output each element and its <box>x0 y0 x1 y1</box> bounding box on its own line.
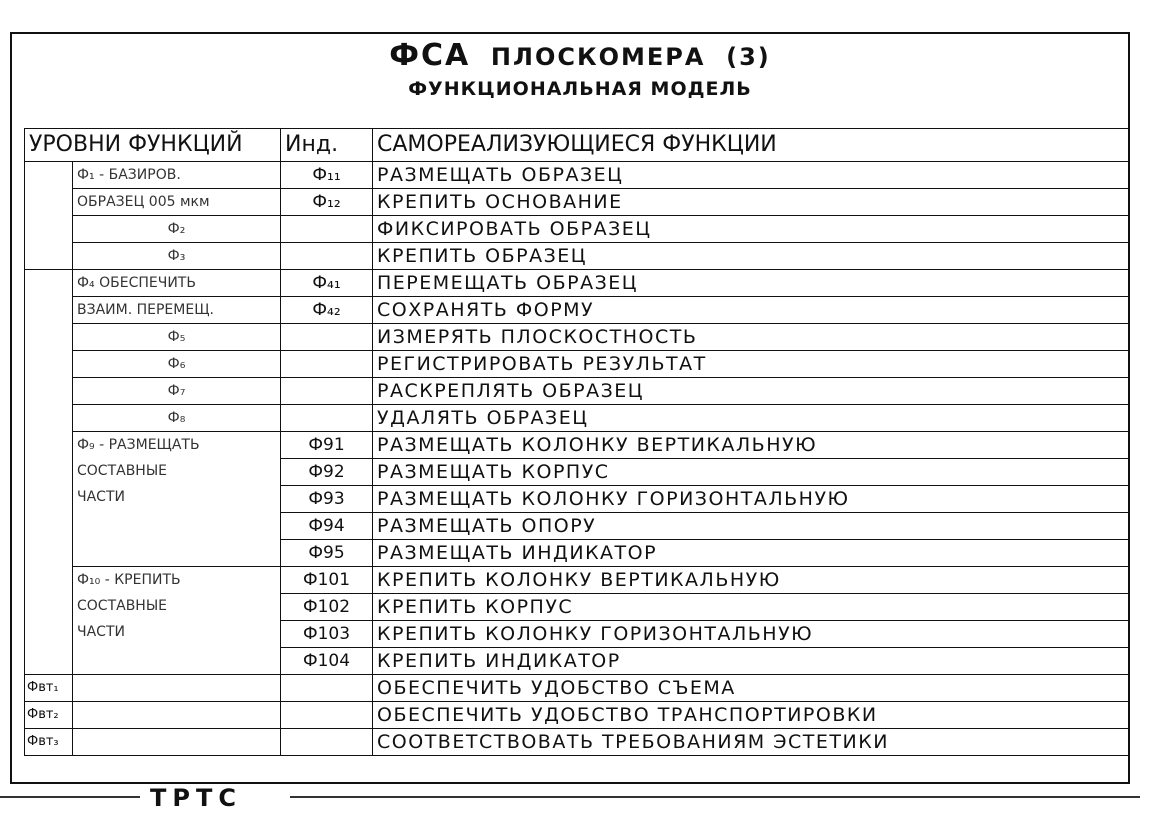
index-cell <box>281 702 373 729</box>
table-row <box>25 324 1129 351</box>
header-index: Инд. <box>281 129 373 162</box>
level-text: Ф₉ - РАЗМЕЩАТЬ <box>77 437 200 453</box>
aux-level-cell: Фвт₃ <box>25 729 73 756</box>
level-cell <box>73 675 281 702</box>
level-text: ЧАСТИ <box>77 624 125 640</box>
level-cell: Ф₅ <box>73 324 281 351</box>
title-rest: ПЛОСКОМЕРА <box>490 43 706 71</box>
index-cell: Ф101 <box>281 567 373 594</box>
function-cell: КРЕПИТЬ КОЛОНКУ ГОРИЗОНТАЛЬНУЮ <box>373 621 1129 648</box>
function-cell: ИЗМЕРЯТЬ ПЛОСКОСТНОСТЬ <box>373 324 1129 351</box>
table-row <box>25 675 1129 702</box>
function-cell: РАЗМЕЩАТЬ ОБРАЗЕЦ <box>373 162 1129 189</box>
table-row <box>25 270 1129 297</box>
index-cell: Ф95 <box>281 540 373 567</box>
index-cell <box>281 351 373 378</box>
table-row <box>25 189 1129 216</box>
function-cell: РАЗМЕЩАТЬ КОЛОНКУ ВЕРТИКАЛЬНУЮ <box>373 432 1129 459</box>
function-table <box>24 128 1129 756</box>
title-main: ФСА <box>389 38 471 73</box>
level-cell-group-9 <box>73 432 281 567</box>
table-row <box>25 162 1129 189</box>
index-cell: Ф93 <box>281 486 373 513</box>
table-row <box>25 432 1129 459</box>
footer-rule-left <box>0 796 140 798</box>
table-header-row <box>25 129 1129 162</box>
level-cell <box>73 702 281 729</box>
level-text: СОСТАВНЫЕ <box>77 463 168 479</box>
function-cell: СОХРАНЯТЬ ФОРМУ <box>373 297 1129 324</box>
level-text: ЧАСТИ <box>77 489 125 505</box>
level-cell: Ф₄ ОБЕСПЕЧИТЬ <box>73 270 281 297</box>
level-text: СОСТАВНЫЕ <box>77 598 168 614</box>
function-cell: КРЕПИТЬ ОСНОВАНИЕ <box>373 189 1129 216</box>
index-cell: Ф103 <box>281 621 373 648</box>
aux-level-cell: Фвт₁ <box>25 675 73 702</box>
index-cell <box>281 243 373 270</box>
index-cell: Ф₁₂ <box>281 189 373 216</box>
aux-level-cell: Фвт₂ <box>25 702 73 729</box>
level-cell <box>73 729 281 756</box>
table-row <box>25 729 1129 756</box>
level-cell: Ф₆ <box>73 351 281 378</box>
title-number: (3) <box>726 43 771 71</box>
level-cell: Ф₂ <box>73 216 281 243</box>
table-row <box>25 351 1129 378</box>
function-cell: РАЗМЕЩАТЬ ОПОРУ <box>373 513 1129 540</box>
header-levels: УРОВНИ ФУНКЦИЙ <box>25 129 281 162</box>
function-cell: КРЕПИТЬ КОРПУС <box>373 594 1129 621</box>
index-cell <box>281 324 373 351</box>
function-cell: КРЕПИТЬ ИНДИКАТОР <box>373 648 1129 675</box>
function-cell: РАЗМЕЩАТЬ КОЛОНКУ ГОРИЗОНТАЛЬНУЮ <box>373 486 1129 513</box>
header-functions: САМОРЕАЛИЗУЮЩИЕСЯ ФУНКЦИИ <box>373 129 1129 162</box>
table-row <box>25 405 1129 432</box>
level-cell: Ф₈ <box>73 405 281 432</box>
function-cell: ОБЕСПЕЧИТЬ УДОБСТВО ТРАНСПОРТИРОВКИ <box>373 702 1129 729</box>
level-cell-group-10 <box>73 567 281 675</box>
index-cell <box>281 378 373 405</box>
level-text: Ф₁₀ - КРЕПИТЬ <box>77 572 181 588</box>
function-cell: СООТВЕТСТВОВАТЬ ТРЕБОВАНИЯМ ЭСТЕТИКИ <box>373 729 1129 756</box>
index-cell: Ф91 <box>281 432 373 459</box>
table-row <box>25 702 1129 729</box>
index-cell <box>281 405 373 432</box>
index-cell: Ф₁₁ <box>281 162 373 189</box>
index-cell: Ф94 <box>281 513 373 540</box>
function-cell: РЕГИСТРИРОВАТЬ РЕЗУЛЬТАТ <box>373 351 1129 378</box>
index-cell: Ф92 <box>281 459 373 486</box>
page-subtitle: ФУНКЦИОНАЛЬНАЯ МОДЕЛЬ <box>408 78 752 100</box>
index-cell <box>281 675 373 702</box>
function-cell: РАЗМЕЩАТЬ КОРПУС <box>373 459 1129 486</box>
level-cell: Ф₇ <box>73 378 281 405</box>
function-cell: КРЕПИТЬ КОЛОНКУ ВЕРТИКАЛЬНУЮ <box>373 567 1129 594</box>
index-cell: Ф₄₁ <box>281 270 373 297</box>
index-cell: Ф₄₂ <box>281 297 373 324</box>
index-cell <box>281 216 373 243</box>
function-cell: РАСКРЕПЛЯТЬ ОБРАЗЕЦ <box>373 378 1129 405</box>
level-cell: Ф₃ <box>73 243 281 270</box>
side-cell-top <box>25 162 73 270</box>
index-cell: Ф104 <box>281 648 373 675</box>
vertical-label-cell <box>25 270 73 675</box>
footer <box>0 784 1160 812</box>
footer-rule-right <box>290 796 1140 798</box>
index-cell <box>281 729 373 756</box>
footer-logo: ТРТС <box>150 784 242 812</box>
level-cell: ВЗАИМ. ПЕРЕМЕЩ. <box>73 297 281 324</box>
table-row <box>25 378 1129 405</box>
level-cell: Ф₁ - БАЗИРОВ. <box>73 162 281 189</box>
function-cell: ОБЕСПЕЧИТЬ УДОБСТВО СЪЕМА <box>373 675 1129 702</box>
table-row <box>25 567 1129 594</box>
table-row <box>25 243 1129 270</box>
function-cell: ПЕРЕМЕЩАТЬ ОБРАЗЕЦ <box>373 270 1129 297</box>
index-cell: Ф102 <box>281 594 373 621</box>
level-cell: ОБРАЗЕЦ 005 мкм <box>73 189 281 216</box>
table-row <box>25 216 1129 243</box>
function-cell: УДАЛЯТЬ ОБРАЗЕЦ <box>373 405 1129 432</box>
function-cell: РАЗМЕЩАТЬ ИНДИКАТОР <box>373 540 1129 567</box>
table-row <box>25 297 1129 324</box>
function-cell: КРЕПИТЬ ОБРАЗЕЦ <box>373 243 1129 270</box>
function-cell: ФИКСИРОВАТЬ ОБРАЗЕЦ <box>373 216 1129 243</box>
page-title <box>0 38 1160 73</box>
